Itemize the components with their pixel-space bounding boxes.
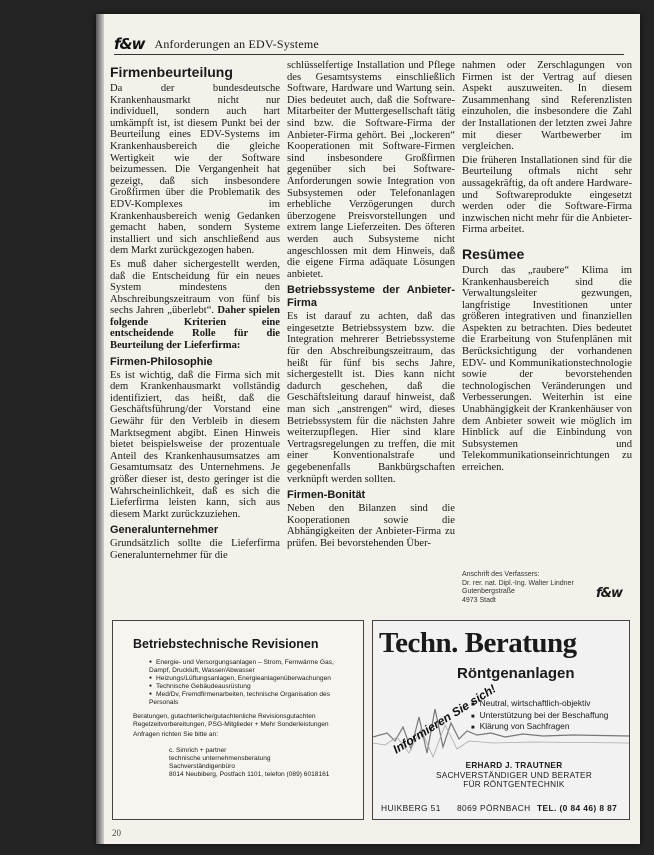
address-line: c. Simrich + partner [169,747,227,754]
company-line: FÜR RÖNTGENTECHNIK [463,780,565,789]
paragraph: Grundsätzlich sollte die Lieferfirma Generalunternehmer für die [110,538,280,561]
ad-title: Techn. Beratung [379,627,577,659]
list-item: ● Energie- und Versorgungsanlagen – Strom, Fernwärme Gas, Dampf, Druckluft, Wasser/Abwasser [149,659,353,675]
paragraph [110,259,280,352]
author-city: 4973 Stadt [462,596,496,604]
ad-address [169,747,353,779]
list-item: ■ Klärung von Sachfragen [471,722,608,734]
list-item: ● Technische Gebäudeausrüstung [149,683,353,691]
paragraph: Da der bundesdeutsche Krankenhausmarkt nicht nur individuell, sondern auch hart umkämpft ist, ist diesem Punkt bei der Beurteilung eines EDV-Systems im Krankenhausbereich die gleiche Wertigkeit wie der Software beizumessen. Die Vergangenheit hat gezeigt, daß sich insbesondere Großfirmen über die Problematik des EDV-Komplexes im Krankenhausbereich wenig Gedanken gemacht haben, sondern Systeme installiert und sich anschließend aus dem Markt zurückgezogen haben. [110,83,280,257]
ad-title: Betriebstechnische Revisionen [133,637,319,651]
subheading-betriebssysteme: Betriebssysteme der Anbieter-Firma [287,284,455,310]
subheading-firmen-bonitaet: Firmen-Bonität [287,489,366,502]
author-label: Anschrift des Verfassers: [462,571,540,578]
company-name: ERHARD J. TRAUTNER [465,761,563,770]
page-header [114,34,624,55]
subheading-generalunternehmer: Generalunternehmer [110,524,219,537]
paragraph-text: Es muß daher sichergestellt werden, daß die Entscheidung für ein neues System mindestens den Abschreibungszeitraum von fünf bis sechs Jahren „überlebt“. [110,258,280,317]
ad-service-list [123,659,353,707]
text-column-2 [287,60,455,552]
subheading-firmen-philosophie: Firmen-Philosophie [110,355,213,368]
section-heading-firmenbeurteilung: Firmenbeurteilung [110,64,233,80]
advertisement-techn-beratung [372,620,630,820]
address-line: technische unternehmensberatung [169,755,271,762]
ad-city: 8069 PÖRNBACH [457,803,531,813]
list-item: ■ Neutral, wirtschaftlich-objektiv [471,699,608,711]
magazine-logo: f&w [114,35,145,53]
header-title: Anforderungen an EDV-Systeme [154,36,319,51]
text-column-3 [462,60,632,476]
paragraph: nahmen oder Zerschlagungen von Firmen ist der Vertrag auf diesen Aspekt auszuweiten. In diesem Zusammenhang sind Referenzlisten einzuholen, die insbesondere die Zahl der Installationen der letzten zwei Jahre mit dieser Wartbewerber im vergleichen. [462,60,632,153]
address-line: 8014 Neubiberg, Postfach 1101, telefon (089) 6018161 [169,771,330,778]
ad-street: HUIKBERG 51 [381,803,441,813]
page-number: 20 [112,828,121,838]
author-street: Gutenbergstraße [462,588,515,595]
list-item: ● Med/Dv, Fremdfirmenarbeiten, technische Organisation des Personals [149,691,353,707]
ad-phone: TEL. (0 84 46) 8 87 [537,803,618,813]
paragraph: Die früheren Installationen sind für die Beurteilung oftmals nicht sehr aussagekräftig, da oft andere Hardware- und Softwareprodukte eingesetzt werden oder die Software-Firma inzwischen nicht mehr für die Anbieter-Firma arbeitet. [462,154,632,236]
text-column-1 [110,60,280,564]
ad-callout: Informieren Sie sich! [390,681,499,757]
ad-note: Beratungen, gutachterliche/gutachtenliche Revisionsgutachten Regelzeitvorbereitungen, PSG-Mitglieder + Mehr Sonderleistungen [133,713,329,728]
paragraph-bold: Daher spielen folgende Kriterien eine entscheidende Rolle für die Beurteilung der Lieferfirma: [110,305,280,352]
ad-contact-prompt: Anfragen richten Sie bitte an: [133,731,219,738]
author-address [462,571,582,605]
ad-feature-list [471,699,608,734]
paragraph: schlüsselfertige Installation und Pflege des Gesamtsystems einschließlich Software, Hardware und Wartung sein. Dies bedeutet auch, daß die Software-Mitarbeiter der Muttergesellschaft tätig sind bzw. die Software-Firma der Anbieter-Firma gehört. Bei „lockeren“ Kooperationen mit Software-Firmen sind insbesondere Großfirmen gegenüber sich bei Software-Anforderungen sowie Integration von Subsystemen oder Telefonanlagen erhebliche Verzögerungen durch überzogene Preisvorstellungen und extrem lange Lieferzeiten. Des öfteren werden auch Subsysteme nicht angeschlossen mit dem Hinweis, daß die eigene Firma adäquate Lösungen anbietet. [287,60,455,280]
ad-company [409,761,619,790]
page-binding-edge [96,14,104,844]
list-item: ■ Unterstützung bei der Beschaffung [471,711,608,723]
end-mark-logo: f&w [596,586,623,601]
advertisement-revisionen [112,620,364,820]
paragraph: Es ist wichtig, daß die Firma sich mit dem Krankenhausmarkt vollständig identifiziert, das heißt, daß die Geschäftsführung/der Vorstand eine Gewähr für den Verbleib in diesem Marktsegment abgibt. Einen Hinweis bietet beispielsweise der prozentuale Anteil des Krankenhausumsatzes am Gesamtumsatz des Unternehmens. Je größer dieser ist, desto geringer ist die Wahrscheinlichkeit, daß es sich die Lieferfirma leisten kann, sich aus diesem Markt zurückzuziehen. [110,369,280,520]
paragraph: Neben den Bilanzen sind die Kooperationen sowie die Abhängigkeiten der Anbieter-Firma zu prüfen. Bei bevorstehenden Über- [287,503,455,549]
ad-subtitle: Röntgenanlagen [457,665,575,682]
paragraph: Es ist darauf zu achten, daß das eingesetzte Betriebssystem bzw. die Integration mehrerer Betriebssysteme für den Abschreibungszeitraum, das heißt für fünf bis sechs Jahre, sichergestellt ist. Dies kann nicht dadurch geschehen, daß die Geschäftsleitung darauf hinweist, daß man sich „anstrengen“ wird, dieses Betriebssystem für die nächsten Jahre weiterzupflegen. Hier sind klare Vertragsregelungen zu treffen, die mit einer Konventionalstrafe und gegebenenfalls Bankbürgschaften verknüpft werden sollten. [287,311,455,485]
list-item: ● Heizungs/Lüftungsanlagen, Energieanlagenüberwachungen [149,675,353,683]
address-line: Sachverständigenbüro [169,763,235,770]
company-line: SACHVERSTÄNDIGER UND BERATER [435,770,593,780]
magazine-page [96,14,640,844]
paragraph: Durch das „raubere“ Klima im Krankenhausbereich sind die Verwaltungsleiter gezwungen, langfristige Investitionen unter größeren integrativen und finanziellen Aspekten zu betrachten. Dies bedeutet die Erarbeitung von Stufenplänen mit Berücksichtigung der vorhandenen EDV- und Kommunikationstechnologie sowie der bevorstehenden technologischen Veränderungen und Verbesserungen. Weiterhin ist eine Unabhängigkeit der Krankenhäuser von dem Anbieter soweit wie möglich im Hinblick auf die Einbindung von Subsystemen und Telekommunikationseinrichtungen zu erreichen. [462,264,632,473]
section-heading-resuemee: Resümee [462,245,525,262]
author-name: Dr. rer. nat. Dipl.-Ing. Walter Lindner [462,579,574,587]
